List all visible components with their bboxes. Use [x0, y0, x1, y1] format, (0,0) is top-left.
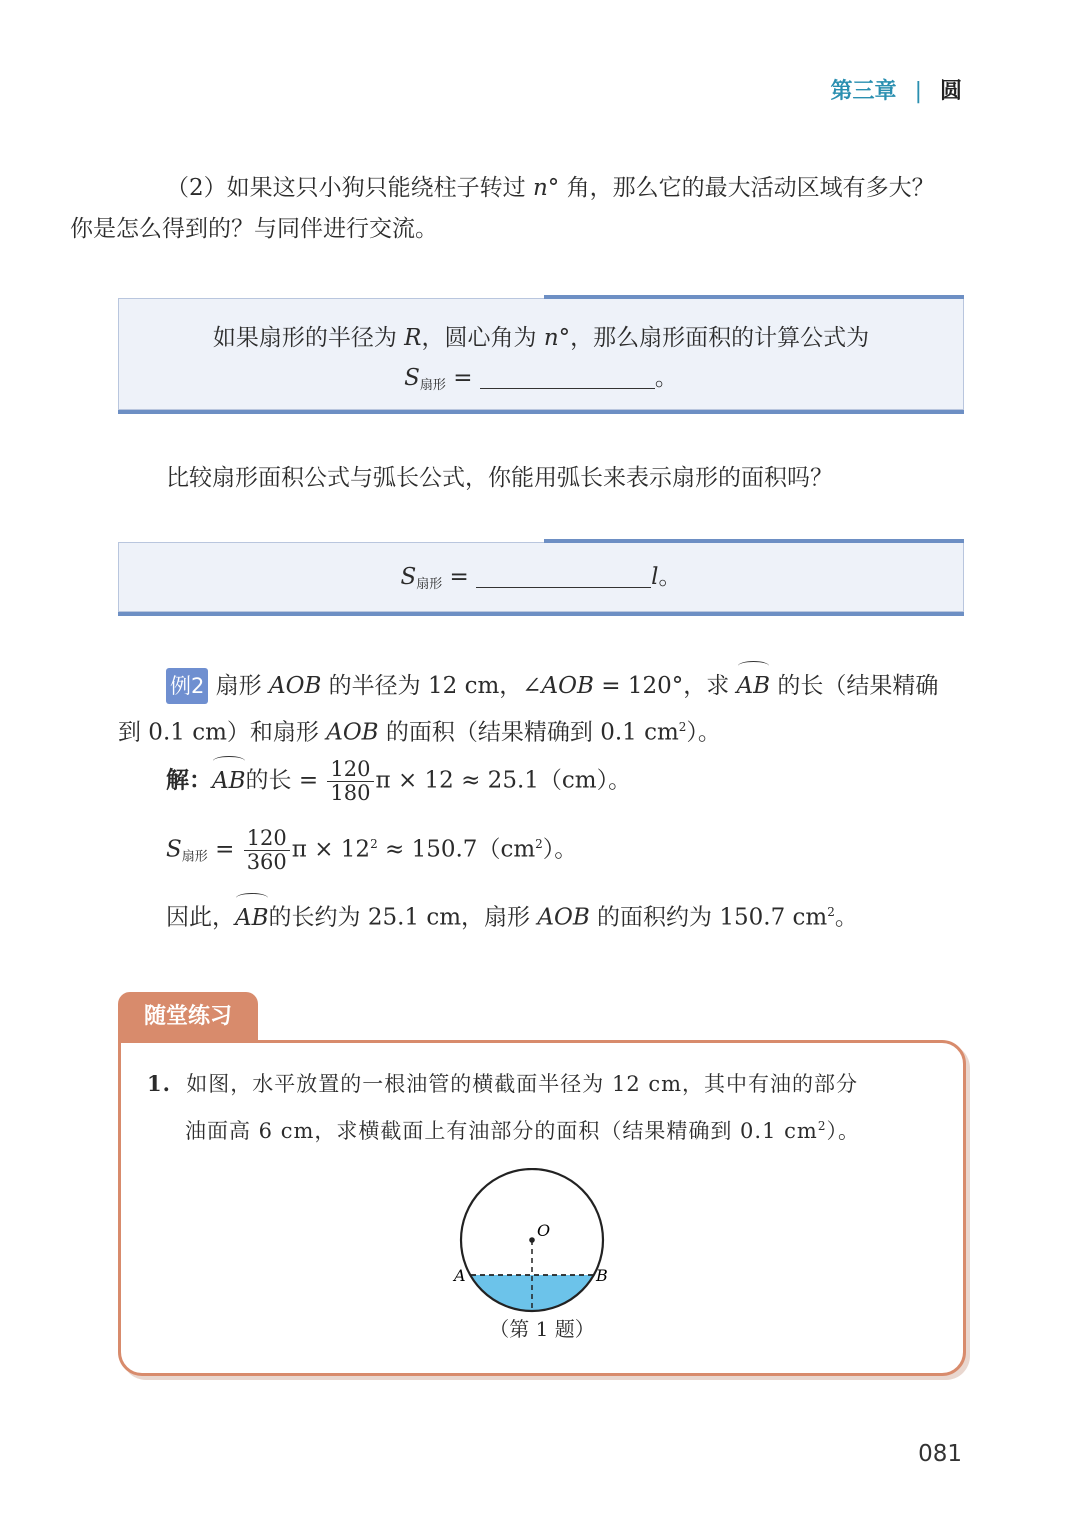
numerator: 120 [244, 827, 290, 851]
solution-label: 解： [166, 766, 212, 794]
symbol-S: S [166, 836, 182, 863]
header-separator: | [914, 79, 922, 104]
sol-text: 的面积约为 150.7 cm [589, 904, 828, 931]
formula-box-text [119, 299, 963, 406]
chapter-title: 圆 [939, 79, 962, 104]
ex-text: = 120°，求 [593, 673, 737, 699]
sol-text: 。 [834, 904, 858, 931]
numerator: 120 [327, 758, 373, 782]
formula-box-area [118, 298, 964, 410]
subscript-sector: 扇形 [416, 577, 443, 592]
box1-text-c: °，那么扇形面积的计算公式为 [558, 325, 870, 351]
var-n-box: n [543, 325, 559, 351]
label-A: A [454, 1266, 466, 1285]
ex-text: 到 0.1 cm）和扇形 [118, 719, 327, 746]
superscript-2: 2 [535, 837, 543, 851]
page-number: 081 [918, 1441, 962, 1467]
sol-expr: π × 12 [291, 836, 371, 863]
ex-text: 的长（结果精确 [770, 673, 939, 699]
exercise-number: 1. [147, 1071, 171, 1096]
exercise-line-1: 如图，水平放置的一根油管的横截面半径为 12 cm，其中有油的部分 [186, 1072, 859, 1096]
sol-text: 的长 = [245, 767, 326, 794]
var-AOB: AOB [537, 904, 590, 931]
question-2 [70, 168, 963, 250]
exercise-line-2-end: ）。 [826, 1119, 860, 1143]
center-point [529, 1237, 535, 1243]
symbol-S: S [400, 564, 417, 590]
figure-caption: （第 1 题） [489, 1317, 595, 1341]
example-2 [118, 666, 963, 754]
period: 。 [654, 365, 678, 391]
sol-expr: ≈ 150.7（cm [377, 836, 536, 863]
q2-text-line2: 你是怎么得到的？与同伴进行交流。 [70, 216, 438, 242]
superscript-2: 2 [678, 720, 687, 734]
formula-box2-text [119, 543, 963, 605]
answer-blank[interactable] [480, 366, 655, 389]
period: 。 [658, 564, 682, 590]
sol-text: 因此， [166, 904, 235, 931]
superscript-2: 2 [827, 905, 835, 919]
arc-AB: AB [737, 666, 771, 707]
example-tag: 例2 [166, 668, 208, 704]
q2-text-b: ° 角，那么它的最大活动区域有多大？ [547, 175, 935, 201]
var-l: l [651, 564, 659, 590]
solution-line-1 [166, 758, 946, 805]
superscript-2: 2 [817, 1119, 827, 1133]
sol-expr: ）。 [542, 836, 578, 863]
var-AOB: AOB [269, 673, 322, 699]
q2-text-a: （2）如果这只小狗只能绕柱子转过 [166, 175, 533, 201]
chapter-label: 第三章 [830, 79, 897, 104]
box1-text-b: ，圆心角为 [421, 325, 544, 351]
fraction-120-180 [327, 758, 373, 805]
ex-text: ）。 [686, 719, 721, 746]
var-AOB: AOB [326, 719, 379, 746]
ex-text: 扇形 [208, 673, 269, 699]
chapter-header [831, 74, 962, 105]
label-O: O [537, 1221, 551, 1240]
denominator: 180 [330, 781, 371, 805]
equals-sign: = [207, 836, 242, 863]
ex-text: 的半径为 12 cm，∠ [321, 673, 542, 699]
ex-text: 的面积（结果精确到 0.1 cm [378, 719, 679, 746]
fraction-120-360 [244, 827, 290, 874]
exercise-line-2: 油面高 6 cm，求横截面上有油部分的面积（结果精确到 0.1 cm [185, 1119, 818, 1143]
solution-line-2 [166, 824, 946, 878]
oil-pipe-diagram [446, 1168, 646, 1318]
subscript-sector: 扇形 [181, 849, 208, 865]
box1-text-a: 如果扇形的半径为 [212, 325, 405, 351]
arc-AB: AB [235, 898, 269, 939]
equals-sign: = [445, 365, 480, 391]
exercise-tab: 随堂练习 [118, 992, 258, 1040]
var-R: R [404, 325, 422, 351]
exercise-box [118, 1040, 966, 1376]
formula-box-arc [118, 542, 964, 612]
var-n: n [532, 175, 548, 201]
equals-sign: = [442, 564, 477, 590]
exercise-text [147, 1063, 937, 1152]
compare-question: 比较扇形面积公式与弧长公式，你能用弧长来表示扇形的面积吗？ [166, 465, 833, 491]
subscript-sector: 扇形 [419, 378, 446, 393]
answer-blank[interactable] [476, 565, 651, 588]
denominator: 360 [246, 850, 287, 875]
arc-AB: AB [212, 761, 246, 802]
superscript-2: 2 [370, 837, 378, 851]
sol-expr: π × 12 ≈ 25.1（cm）。 [375, 767, 632, 794]
solution-conclusion [166, 892, 956, 939]
var-AOB: AOB [541, 673, 594, 699]
sol-text: 的长约为 25.1 cm，扇形 [268, 904, 538, 931]
oil-region [446, 1275, 646, 1318]
label-B: B [596, 1266, 608, 1285]
symbol-S: S [404, 365, 420, 391]
